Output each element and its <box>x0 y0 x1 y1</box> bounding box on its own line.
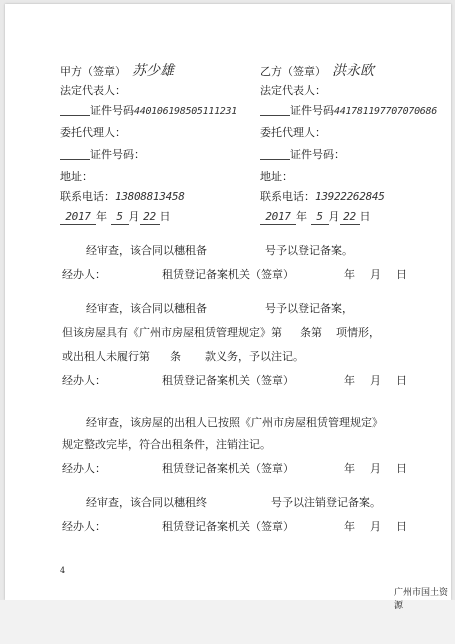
section-4-text: 经审查，该合同以穗租终 号予以注销登记备案。 <box>86 496 381 509</box>
section-2-line-1: 经审查，该合同以穗租备 号予以登记备案， <box>86 302 353 315</box>
section-1-authority: 租赁登记备案机关（签章） <box>162 268 294 281</box>
section-4-year: 年 <box>344 520 355 533</box>
party-b-signature: 洪永欧 <box>332 63 374 79</box>
party-b-id-line: 证件号码441781197707070686 <box>260 104 437 119</box>
section-3-day: 日 <box>396 462 407 475</box>
section-1-year: 年 <box>344 268 355 281</box>
party-b-date: 2017 年 5 月 22 日 <box>260 210 371 225</box>
party-a-agent: 委托代理人： <box>60 126 126 139</box>
section-1-month: 月 <box>370 268 381 281</box>
party-a-id-value: 440106198505111231 <box>134 106 237 117</box>
party-a-label: 甲方（签章） 苏少雄 <box>60 63 174 79</box>
section-3-line-2: 规定整改完毕，符合出租条件，注销注记。 <box>62 438 271 451</box>
section-1-handler: 经办人： <box>62 268 106 281</box>
party-b-label: 乙方（签章） 洪永欧 <box>260 63 374 79</box>
section-4-day: 日 <box>396 520 407 533</box>
section-4-handler: 经办人： <box>62 520 106 533</box>
party-a-date: 2017 年 5 月 22 日 <box>60 210 171 225</box>
section-3-line-1: 经审查，该房屋的出租人已按照《广州市房屋租赁管理规定》 <box>86 416 383 429</box>
page-gap <box>0 600 455 644</box>
section-2-line-2: 但该房屋具有《广州市房屋租赁管理规定》第 条第 项情形， <box>62 326 380 339</box>
party-a-id-line: 证件号码440106198505111231 <box>60 104 237 119</box>
party-a-legal-rep: 法定代表人： <box>60 84 126 97</box>
party-b-id-value: 441781197707070686 <box>334 106 437 117</box>
section-2-authority: 租赁登记备案机关（签章） <box>162 374 294 387</box>
party-a-phone: 联系电话：13808813458 <box>60 190 185 203</box>
party-a-phone-value: 13808813458 <box>115 190 185 203</box>
section-2-handler: 经办人： <box>62 374 106 387</box>
party-a-address: 地址： <box>60 170 93 183</box>
section-1-day: 日 <box>396 268 407 281</box>
party-a-agent-id: 证件号码： <box>60 148 145 162</box>
party-b-agent: 委托代理人： <box>260 126 326 139</box>
section-2-line-3: 或出租人未履行第 条 款义务，予以注记。 <box>62 350 304 363</box>
section-4-authority: 租赁登记备案机关（签章） <box>162 520 294 533</box>
party-b-phone-value: 13922262845 <box>315 190 385 203</box>
section-2-day: 日 <box>396 374 407 387</box>
section-2-year: 年 <box>344 374 355 387</box>
section-3-month: 月 <box>370 462 381 475</box>
section-3-authority: 租赁登记备案机关（签章） <box>162 462 294 475</box>
party-b-address: 地址： <box>260 170 293 183</box>
footer-text: 广州市国土资源 <box>394 588 449 611</box>
section-3-year: 年 <box>344 462 355 475</box>
party-b-phone: 联系电话：13922262845 <box>260 190 385 203</box>
party-b-agent-id: 证件号码： <box>260 148 345 162</box>
section-3-handler: 经办人： <box>62 462 106 475</box>
section-4-month: 月 <box>370 520 381 533</box>
page-number: 4 <box>60 566 66 575</box>
party-a-signature: 苏少雄 <box>132 63 174 79</box>
party-b-legal-rep: 法定代表人： <box>260 84 326 97</box>
section-1-text: 经审查，该合同以穗租备 号予以登记备案。 <box>86 244 353 257</box>
section-2-month: 月 <box>370 374 381 387</box>
